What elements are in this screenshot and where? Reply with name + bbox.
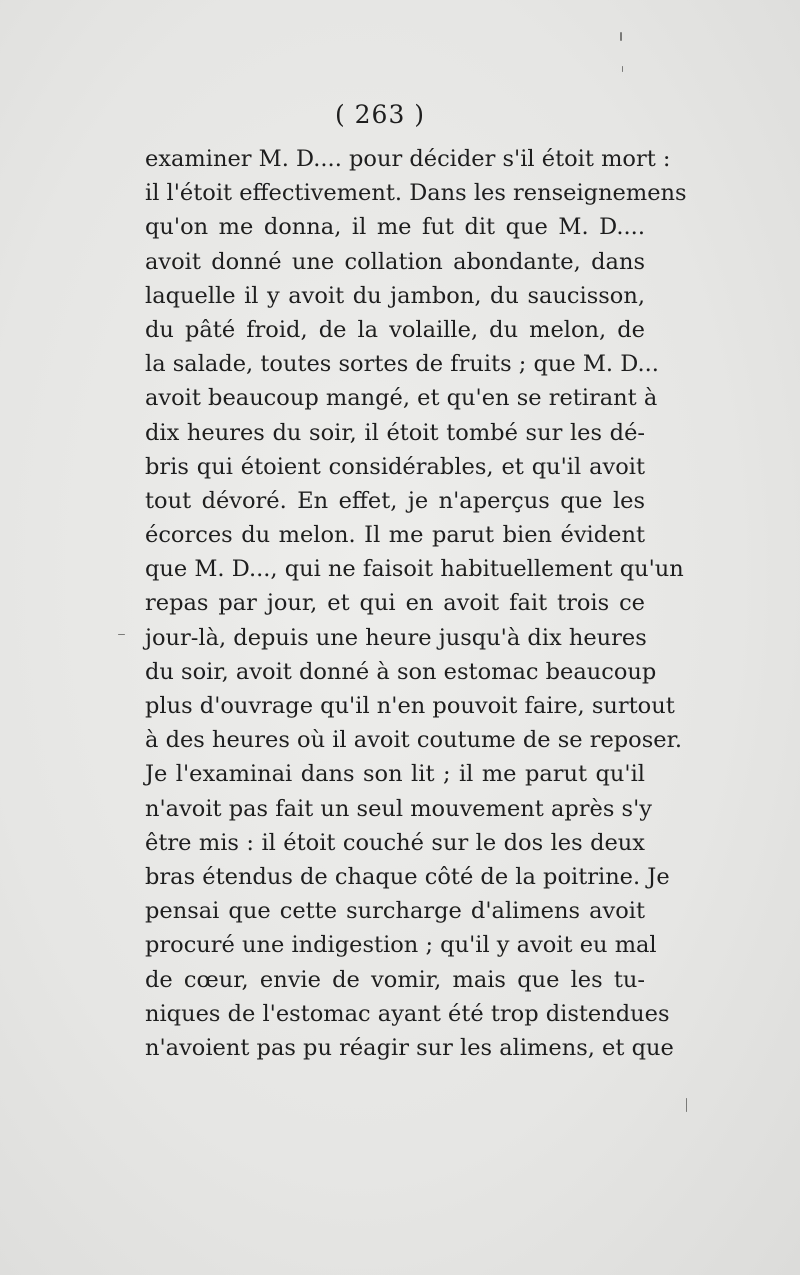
text-line: plus d'ouvrage qu'il n'en pouvoit faire, surtout bbox=[145, 693, 675, 719]
text-line: bras étendus de chaque côté de la poitrine. Je bbox=[145, 863, 670, 890]
page-number: ( 263 ) bbox=[334, 100, 426, 129]
paper-speck bbox=[622, 66, 623, 72]
text-line: n'avoit pas fait un seul mouvement après s'y bbox=[145, 795, 652, 822]
text-line: jour-là, depuis une heure jusqu'à dix heures bbox=[145, 624, 647, 651]
text-line: de cœur, envie de vomir, mais que les tu- bbox=[145, 966, 645, 993]
paper-speck bbox=[620, 32, 622, 41]
text-line: il l'étoit effectivement. Dans les renseignemens bbox=[145, 180, 687, 207]
text-line: examiner M. D.... pour décider s'il étoit mort : bbox=[145, 146, 671, 172]
paper-speck bbox=[686, 1098, 687, 1112]
text-line: la salade, toutes sortes de fruits ; que M. D... bbox=[145, 351, 659, 378]
text-line: du pâté froid, de la volaille, du melon, de bbox=[145, 316, 645, 343]
body-text bbox=[145, 142, 687, 1065]
text-line: du soir, avoit donné à son estomac beaucoup bbox=[145, 658, 657, 685]
text-line: n'avoient pas pu réagir sur les alimens, et que bbox=[145, 1034, 674, 1061]
text-line: qu'on me donna, il me fut dit que M. D.... bbox=[145, 214, 645, 241]
paper-speck bbox=[118, 634, 125, 635]
text-line: niques de l'estomac ayant été trop distendues bbox=[145, 1000, 670, 1027]
text-line: avoit beaucoup mangé, et qu'en se retirant à bbox=[145, 385, 658, 412]
text-line: procuré une indigestion ; qu'il y avoit eu mal bbox=[145, 932, 657, 959]
text-line: dix heures du soir, il étoit tombé sur les dé- bbox=[145, 419, 645, 446]
text-line: avoit donné une collation abondante, dans bbox=[145, 248, 645, 275]
text-line: être mis : il étoit couché sur le dos les deux bbox=[145, 829, 645, 856]
text-line: tout dévoré. En effet, je n'aperçus que les bbox=[145, 487, 645, 514]
text-line: Je l'examinai dans son lit ; il me parut qu'il bbox=[145, 761, 645, 788]
text-line: pensai que cette surcharge d'alimens avoit bbox=[145, 898, 645, 925]
text-line: bris qui étoient considérables, et qu'il avoit bbox=[145, 453, 645, 480]
text-line: laquelle il y avoit du jambon, du saucisson, bbox=[145, 282, 645, 309]
text-line: à des heures où il avoit coutume de se reposer. bbox=[145, 727, 683, 754]
text-line: que M. D..., qui ne faisoit habituellement qu'un bbox=[145, 556, 684, 583]
text-line: repas par jour, et qui en avoit fait trois ce bbox=[145, 590, 645, 617]
text-line: écorces du melon. Il me parut bien évident bbox=[145, 522, 645, 549]
